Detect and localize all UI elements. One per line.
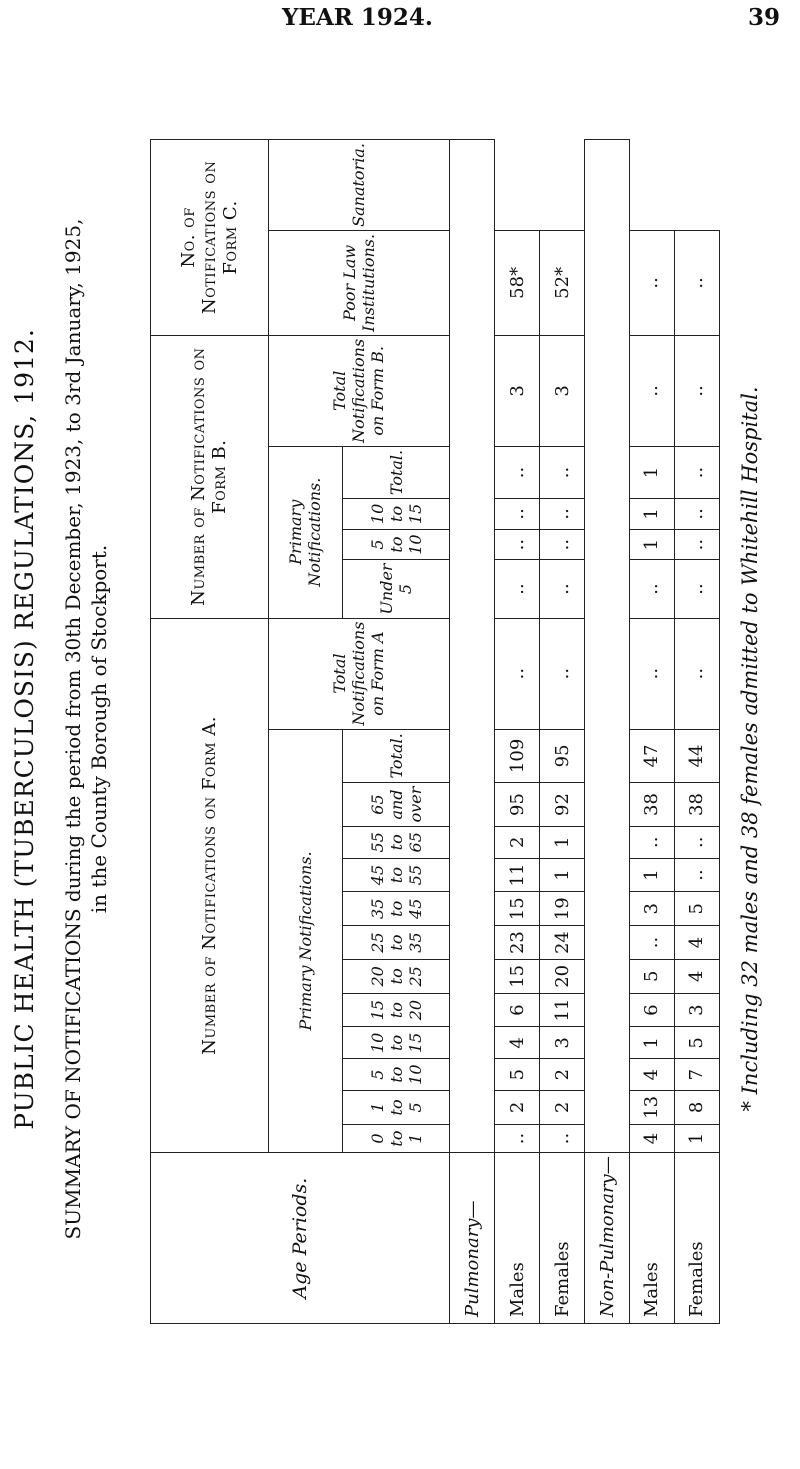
form-a-cell: .. (540, 1124, 585, 1152)
form-b-total-cell: .. (540, 446, 585, 498)
group-pulmonary-spacer (450, 140, 495, 1153)
form-a-col: 45 to 55 (342, 858, 449, 892)
form-a-cell: 2 (495, 1091, 540, 1125)
form-b-total-cell: .. (674, 446, 719, 498)
form-b-cell: .. (674, 499, 719, 530)
form-b-cell: .. (540, 499, 585, 530)
form-b-cell: .. (674, 560, 719, 618)
age-periods-header: Age Periods. (151, 1153, 450, 1324)
form-b-col-total: Total. (342, 446, 449, 498)
row-label: Males (629, 1153, 674, 1324)
row-label: Males (495, 1153, 540, 1324)
form-a-total-header: Total Notifications on Form A (268, 618, 450, 729)
form-a-col: 35 to 45 (342, 892, 449, 926)
form-c-col-sanatoria: Sanatoria. (268, 140, 450, 231)
form-a-total-cell: 109 (495, 729, 540, 783)
form-a-cell: 15 (495, 892, 540, 926)
form-a-col: 15 to 20 (342, 993, 449, 1027)
form-b-cell: .. (495, 560, 540, 618)
form-a-header: Number of Notifications on Form A. (151, 618, 269, 1153)
row-label: Females (674, 1153, 719, 1324)
form-a-col: 20 to 25 (342, 959, 449, 993)
row-label: Females (540, 1153, 585, 1324)
form-a-cell: 38 (629, 783, 674, 827)
form-a-cell: 1 (629, 858, 674, 892)
form-b-cell: .. (540, 560, 585, 618)
form-a-cell: 6 (495, 993, 540, 1027)
group-non-pulmonary-spacer (585, 140, 630, 1153)
group-pulmonary-label: Pulmonary— (450, 1153, 495, 1324)
form-a-cell: .. (629, 926, 674, 960)
form-b-cell: .. (629, 618, 674, 729)
page-title: PUBLIC HEALTH (TUBERCULOSIS) REGULATIONS, 1912. (10, 328, 39, 1130)
form-a-cell: 24 (540, 926, 585, 960)
form-c-cell: 3 (495, 335, 540, 446)
form-a-cell: 4 (629, 1059, 674, 1091)
form-a-col: 5 to 10 (342, 1059, 449, 1091)
form-b-total-header: Total Notifications on Form B. (268, 335, 450, 446)
form-a-cell: 1 (540, 826, 585, 858)
form-a-cell: 8 (674, 1091, 719, 1125)
table-row (495, 140, 540, 1324)
form-a-col: 1 to 5 (342, 1091, 449, 1125)
form-a-cell: 5 (629, 959, 674, 993)
form-a-cell: 23 (495, 926, 540, 960)
page-number: 39 (748, 4, 781, 31)
form-a-cell: 4 (674, 926, 719, 960)
form-a-cell: 11 (540, 993, 585, 1027)
form-a-cell: 3 (540, 1027, 585, 1059)
form-a-cell: 5 (674, 892, 719, 926)
form-b-col: 10 to 15 (342, 499, 449, 530)
form-b-cell: .. (674, 618, 719, 729)
table-row (629, 140, 674, 1324)
form-c-header: No. of Notifications on Form C. (151, 140, 269, 336)
notifications-table (150, 139, 720, 1324)
table-row (674, 140, 719, 1324)
form-a-cell: 13 (629, 1091, 674, 1125)
form-c-cell: .. (629, 335, 674, 446)
form-a-total-cell: 95 (540, 729, 585, 783)
form-a-total-cell: 47 (629, 729, 674, 783)
subtitle-line-2: in the County Borough of Stockport. (87, 544, 111, 914)
form-a-cell: 11 (495, 858, 540, 892)
form-a-col: 55 to 65 (342, 826, 449, 858)
form-a-primary-header: Primary Notifications. (268, 729, 342, 1153)
form-a-cell: 4 (629, 1124, 674, 1152)
form-c-cell: .. (674, 230, 719, 335)
form-a-cell: 2 (540, 1091, 585, 1125)
form-a-cell: 95 (495, 783, 540, 827)
form-a-cell: 92 (540, 783, 585, 827)
form-b-cell: .. (674, 529, 719, 560)
form-a-cell: 5 (674, 1027, 719, 1059)
form-b-col: Under 5 (342, 560, 449, 618)
form-b-cell: .. (495, 618, 540, 729)
form-a-cell: 4 (495, 1027, 540, 1059)
form-a-total-cell: 44 (674, 729, 719, 783)
form-a-cell: 1 (674, 1124, 719, 1152)
form-b-col: 5 to 10 (342, 529, 449, 560)
form-b-cell: .. (540, 618, 585, 729)
form-a-cell: 4 (674, 959, 719, 993)
form-a-cell: 3 (674, 993, 719, 1027)
form-a-col: 65 and over (342, 783, 449, 827)
form-b-primary-header: Primary Notifications. (268, 446, 342, 618)
form-b-cell: .. (629, 560, 674, 618)
year-heading: YEAR 1924. (282, 4, 433, 31)
form-b-cell: .. (540, 529, 585, 560)
subtitle-line-1: SUMMARY OF NOTIFICATIONS during the period from 30th December, 1923, to 3rd January, 1925, (61, 218, 85, 1240)
form-a-col-total: Total. (342, 729, 449, 783)
form-a-cell: 19 (540, 892, 585, 926)
group-non-pulmonary-label: Non-Pulmonary— (585, 1153, 630, 1324)
form-a-cell: 3 (629, 892, 674, 926)
form-a-cell: 15 (495, 959, 540, 993)
form-c-cell: 52* (540, 230, 585, 335)
form-c-cell: 58* (495, 230, 540, 335)
form-c-cell: 3 (540, 335, 585, 446)
form-a-cell: 5 (495, 1059, 540, 1091)
form-a-cell: 2 (540, 1059, 585, 1091)
form-c-cell: .. (629, 230, 674, 335)
form-a-cell: 1 (540, 858, 585, 892)
form-b-cell: 1 (629, 499, 674, 530)
form-a-cell: .. (495, 1124, 540, 1152)
form-a-cell: 6 (629, 993, 674, 1027)
form-a-cell: 1 (629, 1027, 674, 1059)
form-c-col-poor-law: Poor Law Institutions. (268, 230, 450, 335)
form-b-cell: .. (495, 499, 540, 530)
form-a-cell: .. (629, 826, 674, 858)
form-b-cell: 1 (629, 529, 674, 560)
form-a-col: 25 to 35 (342, 926, 449, 960)
form-a-cell: .. (674, 826, 719, 858)
form-a-cell: 2 (495, 826, 540, 858)
form-b-header: Number of Notifications on Form B. (151, 335, 269, 618)
form-c-cell: .. (674, 335, 719, 446)
form-a-cell: 7 (674, 1059, 719, 1091)
form-a-cell: 20 (540, 959, 585, 993)
page-subtitle (60, 59, 112, 1399)
table-row (540, 140, 585, 1324)
form-a-cell: .. (674, 858, 719, 892)
form-a-col: 0 to 1 (342, 1124, 449, 1152)
footnote: * Including 32 males and 38 females admitted to Whitehill Hospital. (738, 386, 762, 1112)
form-b-cell: .. (495, 529, 540, 560)
form-b-total-cell: 1 (629, 446, 674, 498)
form-a-cell: 38 (674, 783, 719, 827)
form-b-total-cell: .. (495, 446, 540, 498)
form-a-col: 10 to 15 (342, 1027, 449, 1059)
